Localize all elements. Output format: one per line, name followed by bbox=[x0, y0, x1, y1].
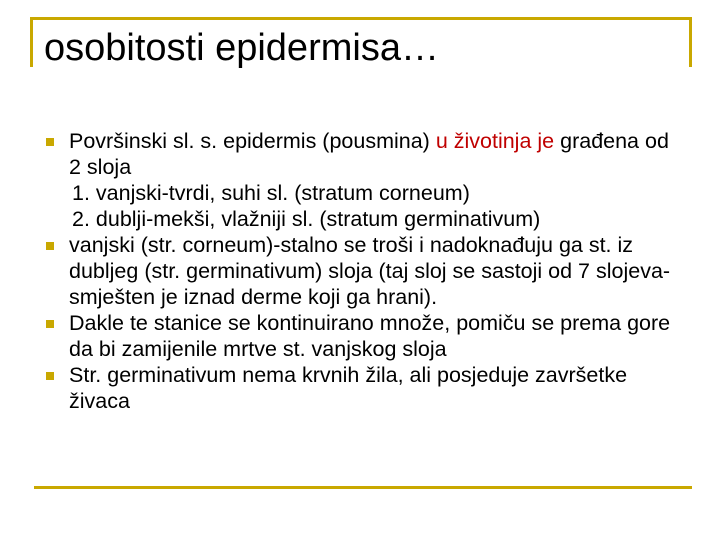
bullet-1-highlight: u životinja je bbox=[435, 129, 555, 153]
bullet-4-text: Str. germinativum nema krvnih žila, ali posjeduje završetke živaca bbox=[69, 363, 628, 413]
bullet-marker-icon bbox=[46, 320, 54, 328]
bullet-2-text: vanjski (str. corneum)-stalno se troši i nadoknađuju ga st. iz dubljeg (str. germinativum) sloja (taj sloj se sastoji od 7 slojeva-smješten je iznad derme koji ga hrani). bbox=[69, 233, 671, 309]
title-frame-top-border bbox=[30, 17, 692, 20]
bullet-3-text: Dakle te stanice se kontinuirano množe, pomiču se prema gore da bi zamijenile mrtve st. vanjskog sloja bbox=[69, 311, 671, 361]
bullet-item-1 bbox=[46, 128, 676, 232]
bullet-1-subline-1: 1. vanjski-tvrdi, suhi sl. (stratum corneum) bbox=[72, 181, 470, 205]
bullet-marker-icon bbox=[46, 242, 54, 250]
bullet-list bbox=[46, 128, 676, 414]
bullet-marker-icon bbox=[46, 138, 54, 146]
bullet-1-text-before: Površinski sl. s. epidermis (pousmina) bbox=[69, 129, 436, 153]
bullet-marker-icon bbox=[46, 372, 54, 380]
bottom-divider bbox=[34, 486, 692, 489]
bullet-item-2 bbox=[46, 232, 676, 310]
bullet-1-text-after: građena od 2 sloja bbox=[69, 129, 669, 179]
title-frame-left-border bbox=[30, 17, 33, 67]
slide-title: osobitosti epidermisa… bbox=[44, 27, 439, 69]
bullet-item-4 bbox=[46, 362, 676, 414]
bullet-1-subline-2: 2. dublji-mekši, vlažniji sl. (stratum germinativum) bbox=[72, 207, 541, 231]
bullet-item-3 bbox=[46, 310, 676, 362]
title-frame-right-border bbox=[689, 17, 692, 67]
